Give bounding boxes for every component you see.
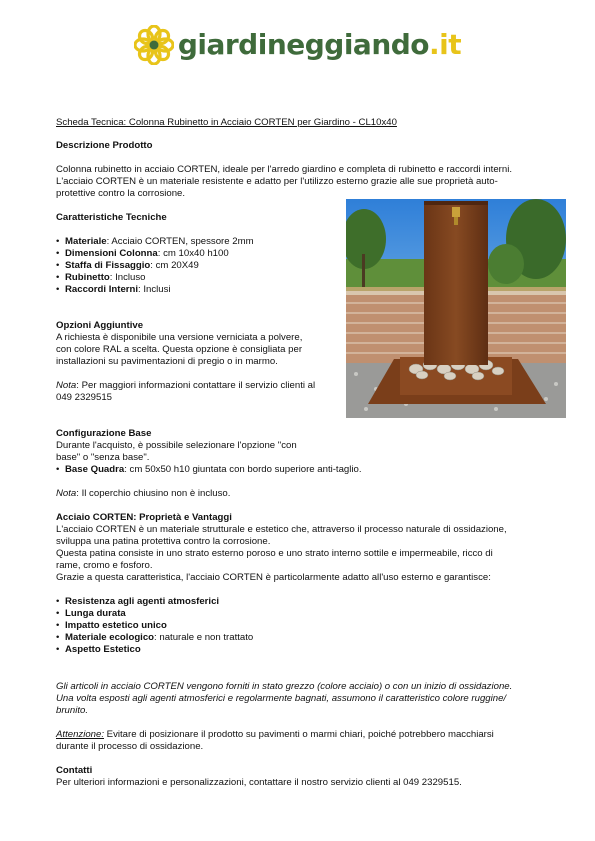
properties-heading: Acciaio CORTEN: Proprietà e Vantaggi [56, 512, 232, 523]
brand-logo [0, 22, 595, 68]
list-item: • Base Quadra: cm 50x50 h10 giuntata con bordo superiore anti-taglio. [56, 464, 540, 476]
base-config-list [56, 464, 540, 476]
supply-notice: Gli articoli in acciaio CORTEN vengono forniti in stato grezzo (colore acciaio) o con un inizio di ossidazione. Una volta esposti agli agenti atmosferici e regolarmente bagnati, assumono il caratteristico colore ruggine/ brunito. [56, 681, 513, 716]
warning-notice: Attenzione: Evitare di posizionare il prodotto su pavimenti o marmi chiari, poiché potrebbero macchiarsi durante il processo di ossidazione. [56, 729, 494, 752]
brand-name: giardineggiando.it [177, 28, 462, 62]
list-item: • Materiale: Acciaio CORTEN, spessore 2mm [56, 236, 346, 248]
list-item: • Lunga durata [56, 608, 540, 620]
options-heading: Opzioni Aggiuntive [56, 320, 144, 331]
options-note: Nota: Per maggiori informazioni contattare il servizio clienti al 049 2329515 [56, 380, 316, 403]
flower-logo-icon [134, 25, 174, 65]
contacts-text: Per ulteriori informazioni e personalizzazioni, contattare il nostro servizio clienti al 049 2329515. [56, 777, 462, 788]
list-item: • Dimensioni Colonna: cm 10x40 h100 [56, 248, 346, 260]
base-config-text: Durante l'acquisto, è possibile selezionare l'opzione "con base" o "senza base". [56, 440, 297, 463]
description-text: Colonna rubinetto in acciaio CORTEN, ideale per l'arredo giardino e completa di rubinetto e raccordi interni. L'acciaio CORTEN è un materiale resistente e adatto per l'utilizzo esterno grazie alle sue proprietà auto- protettive contro la corrosione. [56, 164, 513, 199]
advantages-list [56, 596, 540, 656]
list-item: • Aspetto Estetico [56, 644, 540, 656]
options-text: A richiesta è disponibile una versione verniciata a polvere, con colore RAL a scelta. Questa opzione è consigliata per installazioni su pavimentazioni di pregio o in marmo. [56, 332, 303, 367]
contacts-heading: Contatti [56, 765, 93, 776]
list-item: • Resistenza agli agenti atmosferici [56, 596, 540, 608]
list-item: • Rubinetto: Incluso [56, 272, 346, 284]
product-photo [346, 199, 566, 418]
list-item: • Raccordi Interni: Inclusi [56, 284, 346, 296]
base-config-note: Nota: Il coperchio chiusino non è incluso. [56, 488, 231, 499]
list-item: • Impatto estetico unico [56, 620, 540, 632]
specs-heading: Caratteristiche Tecniche [56, 212, 167, 223]
list-item: • Staffa di Fissaggio: cm 20X49 [56, 260, 346, 272]
description-heading: Descrizione Prodotto [56, 140, 153, 151]
list-item: • Materiale ecologico: naturale e non trattato [56, 632, 540, 644]
brand-tld: .it [429, 28, 462, 62]
document-title: Scheda Tecnica: Colonna Rubinetto in Acciaio CORTEN per Giardino - CL10x40 [56, 117, 397, 128]
specs-list [56, 236, 346, 296]
warning-label: Attenzione: [56, 729, 105, 740]
base-config-heading: Configurazione Base [56, 428, 152, 439]
properties-text: L'acciaio CORTEN è un materiale strutturale e estetico che, attraverso il processo naturale di ossidazione, sviluppa una patina protettiva contro la corrosione. Questa patina consiste in uno strato esterno poroso e uno strato interno sottile e impermeabile, ricco di rame, cromo e fosforo. Grazie a questa caratteristica, l'acciaio CORTEN è particolarmente adatto all'uso esterno e garantisce: [56, 524, 507, 583]
